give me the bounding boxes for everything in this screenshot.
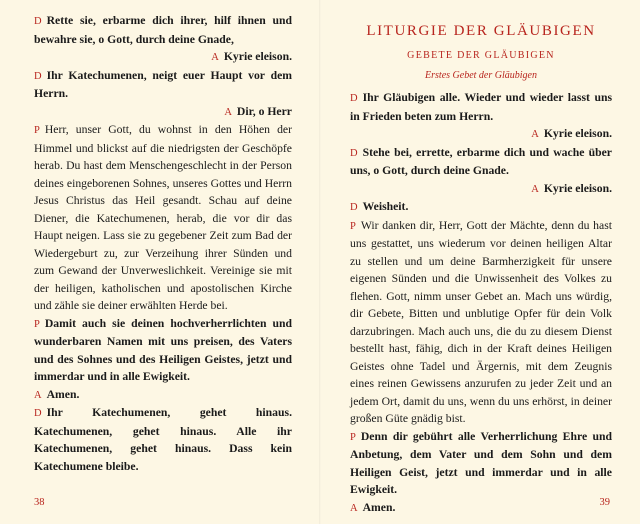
deacon-text: Rette sie, erbarme dich ihrer, hilf ihnen und bewahre sie, o Gott, durch deine Gnade, bbox=[34, 14, 292, 46]
deacon-text: Ihr Katechumenen, gehet hinaus. Katechumenen, gehet hinaus. Alle ihr Katechumenen, gehet hinaus. Dass kein Katechumene bleibe. bbox=[34, 406, 292, 473]
deacon-line bbox=[350, 89, 612, 125]
priest-marker: P bbox=[34, 125, 40, 136]
people-amen bbox=[34, 386, 292, 405]
people-marker: A bbox=[531, 183, 539, 195]
doxology-text: Denn dir gebührt alle Verherrlichung Ehre und Anbetung, dem Vater und dem Sohn und dem Heiligen Geist, jetzt und immerdar und in alle Ewigkeit. bbox=[350, 429, 612, 496]
people-response bbox=[34, 103, 292, 122]
page-number: 38 bbox=[34, 497, 45, 508]
section-heading: Erstes Gebet der Gläubigen bbox=[425, 70, 537, 81]
right-page bbox=[320, 0, 640, 524]
deacon-line bbox=[34, 12, 292, 48]
priest-prayer bbox=[34, 121, 292, 315]
people-response bbox=[350, 180, 612, 199]
deacon-marker: D bbox=[34, 70, 42, 82]
people-marker: A bbox=[34, 389, 42, 401]
prayer-text: Wir danken dir, Herr, Gott der Mächte, denn du hast uns gestattet, uns wiederum vor deinen heiligen Altar zu stellen und um deine Barmherzigkeit für unsere eigenen Sünden und die Unwissenheit des Volkes zu flehen. Gott, nimm unser Gebet an. Mach uns würdig, dir Gebete, Bitten und unblutige Opfer für dein Volk darzubringen. Mach auch uns, die du zu diesem Dienst bestellt hast, fähig, dich in der Kraft deines Heiligen Geistes ohne Tadel und Ärgernis, mit dem Zeugnis eines reinen Gewissens anzurufen zu jeder Zeit und an jedem Ort, damit du uns, wenn du uns erhörst, in deiner großen Güte gnädig bist. bbox=[350, 218, 612, 425]
people-marker: A bbox=[531, 129, 539, 140]
deacon-marker: D bbox=[34, 408, 42, 419]
deacon-text: Weisheit. bbox=[362, 200, 409, 213]
deacon-line bbox=[350, 198, 612, 217]
priest-marker: P bbox=[350, 220, 356, 232]
response-text: Dir, o Herr bbox=[236, 104, 292, 118]
page-title: LITURGIE DER GLÄUBIGEN bbox=[366, 23, 596, 39]
priest-doxology bbox=[350, 428, 612, 499]
deacon-marker: D bbox=[350, 147, 358, 159]
priest-marker: P bbox=[350, 431, 356, 443]
deacon-text: Ihr Katechumenen, neigt euer Haupt vor dem Herrn. bbox=[34, 68, 292, 100]
deacon-line bbox=[34, 404, 292, 475]
prayer-text: Herr, unser Gott, du wohnst in den Höhen der Himmel und blickst auf die niedrigsten der Geschöpfe herab. Du hast dem Menschengeschlecht in der Person deines eingeborenen Sohnes, unseres Gottes und Herrn Jesus Christus das Heil gesandt. Schau auf deine Diener, die Katechumenen, herab, die vor dir das Haupt neigen. Lass sie zu gegebener Zeit zum Bad der Wiedergeburt zu, zur Verzeihung ihrer Sünden und zum Gewand der Unverweslichkeit. Vereinige sie mit der heiligen, katholischen und apostolischen Kirche und zähle sie deiner erwählten Herde bei. bbox=[34, 123, 292, 312]
deacon-text: Ihr Gläubigen alle. Wieder und wieder lasst uns in Frieden beten zum Herrn. bbox=[350, 91, 612, 123]
people-amen bbox=[350, 499, 612, 518]
deacon-line bbox=[34, 67, 292, 103]
response-text: Kyrie eleison. bbox=[543, 181, 612, 195]
doxology-text: Damit auch sie deinen hochverherrlichten und wunderbaren Namen mit uns preisen, des Vaters und des Sohnes und des Heiligen Geistes, jetzt und immerdar und in alle Ewigkeit. bbox=[34, 316, 292, 383]
priest-marker: P bbox=[34, 318, 40, 330]
page-subtitle: GEBETE DER GLÄUBIGEN bbox=[407, 50, 555, 61]
deacon-text: Stehe bei, errette, erbarme dich und wache über uns, o Gott, durch deine Gnade. bbox=[350, 145, 612, 177]
amen-text: Amen. bbox=[362, 500, 396, 514]
people-marker: A bbox=[350, 502, 358, 514]
amen-text: Amen. bbox=[46, 387, 80, 401]
people-response bbox=[34, 48, 292, 67]
response-text: Kyrie eleison. bbox=[543, 127, 612, 140]
people-response bbox=[350, 125, 612, 144]
right-text-column bbox=[350, 12, 612, 517]
deacon-marker: D bbox=[34, 16, 42, 27]
people-marker: A bbox=[211, 52, 219, 63]
priest-doxology bbox=[34, 315, 292, 386]
page-number: 39 bbox=[599, 497, 610, 508]
response-text: Kyrie eleison. bbox=[223, 50, 292, 63]
deacon-line bbox=[350, 144, 612, 180]
deacon-marker: D bbox=[350, 93, 358, 104]
deacon-marker: D bbox=[350, 202, 358, 213]
priest-prayer bbox=[350, 217, 612, 428]
people-marker: A bbox=[224, 106, 232, 118]
left-text-column bbox=[34, 12, 292, 475]
